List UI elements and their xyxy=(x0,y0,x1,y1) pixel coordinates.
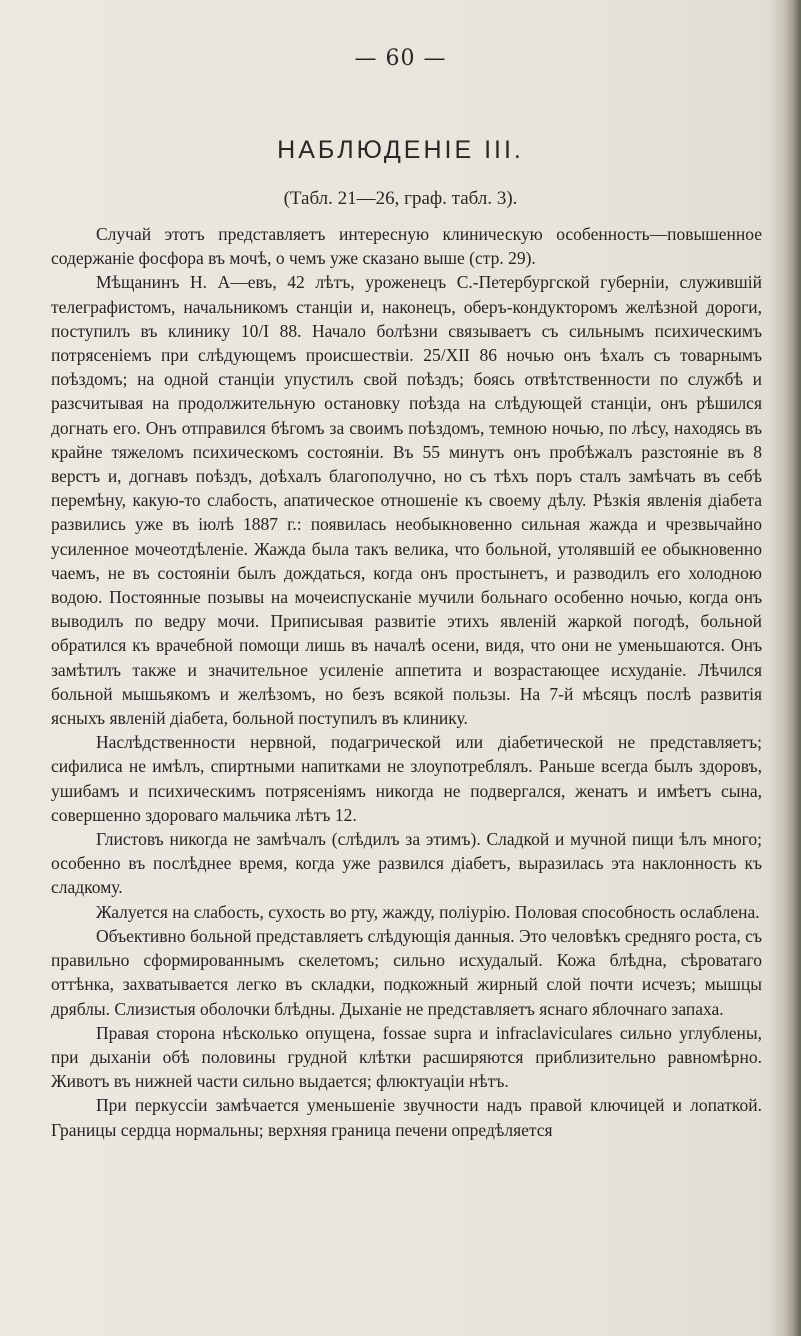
paragraph: Правая сторона нѣсколько опущена, fossae supra и infraclaviculares сильно углублены, при дыханіи обѣ половины грудной клѣтки расширяются приблизительно равномѣрно. Животъ въ нижней части сильно выдается; флюктуаціи нѣтъ. xyxy=(51,1022,762,1092)
paragraph: Случай этотъ представляетъ интересную клиническую особенность—повышенное содержаніе фосфора въ мочѣ, о чемъ уже сказано выше (стр. 29). xyxy=(51,224,762,269)
paragraph: Жалуется на слабость, сухость во рту, жажду, поліурію. Половая способность ослаблена. xyxy=(96,901,760,922)
paragraph: Наслѣдственности нервной, подагрической или діабетической не представляетъ; сифилиса не имѣлъ, спиртными напитками не злоупотреблялъ. Раньше всегда былъ здоровъ, ушибамъ и психическимъ потрясеніямъ никогда не подвергался, женатъ и имѣетъ сына, совершенно здороваго мальчика лѣтъ 12. xyxy=(51,732,762,825)
body-text xyxy=(51,222,762,1142)
table-reference: (Табл. 21—26, граф. табл. 3). xyxy=(283,188,518,209)
section-title: НАБЛЮДЕНІЕ III. xyxy=(277,136,524,164)
paragraph: При перкуссіи замѣчается уменьшеніе звучности надъ правой ключицей и лопаткой. Границы сердца нормальны; верхняя граница печени опредѣляется xyxy=(51,1095,762,1140)
page-number: — 60 — xyxy=(354,46,447,71)
paragraph: Объективно больной представляетъ слѣдующія данныя. Это человѣкъ средняго роста, съ правильно сформированнымъ скелетомъ; сильно исхудалый. Кожа блѣдна, сѣроватаго оттѣнка, захватывается легко въ складки, подкожный жирный слой почти исчезъ; мышцы дряблы. Слизистыя оболочки блѣдны. Дыханіе не представляетъ яснаго яблочнаго запаха. xyxy=(51,925,762,1019)
paragraph: Мѣщанинъ Н. А—евъ, 42 лѣтъ, уроженецъ С.-Петербургской губерніи, служившій телеграфистомъ, начальникомъ станціи и, наконецъ, оберъ-кондукторомъ желѣзной дороги, поступилъ въ клинику 10/I 88. Начало болѣзни связываетъ съ сильнымъ психическимъ потрясеніемъ при слѣдующемъ происшествіи. 25/XII 86 ночью онъ ѣхалъ съ товарнымъ поѣздомъ; на одной станціи упустилъ свой поѣздъ; боясь отвѣтственности по службѣ и разсчитывая на продолжительную остановку поѣзда на слѣдующей станціи, онъ рѣшился догнать его. Онъ отправился бѣгомъ за своимъ поѣздомъ, темною ночью, по лѣсу, находясь въ крайне тяжеломъ психическомъ состояніи. Въ 55 минутъ онъ пробѣжалъ разстояніе въ 8 верстъ и, догнавъ поѣздъ, доѣхалъ благополучно, но съ тѣхъ поръ сталъ замѣчать въ себѣ перемѣну, какую-то слабость, апатическое отношеніе къ своему дѣлу. Рѣзкія явленія діабета развились уже въ іюлѣ 1887 г.: появилась необыкновенно сильная жажда и чрезвычайно усиленное мочеотдѣленіе. Жажда была такъ велика, что больной, утолявшій ее обыкновенно чаемъ, не въ состояніи былъ дождаться, когда онъ простынетъ, и разводилъ его холодною водою. Постоянные позывы на мочеиспусканіе мучили больнаго особенно ночью, когда онъ выводилъ по ведру мочи. Приписывая развитіе этихъ явленій жаркой погодѣ, больной обратился къ врачебной помощи лишь въ началѣ осени, видя, что они не уменьшаются. Онъ замѣтилъ также и значительное усиленіе аппетита и возрастающее исхуданіе. Лѣчился больной мышьякомъ и желѣзомъ, но безъ всякой пользы. На 7-й мѣсяцъ послѣ развитія ясныхъ явленій діабета, больной поступилъ въ клинику. xyxy=(51,272,762,729)
paragraph: Глистовъ никогда не замѣчалъ (слѣдилъ за этимъ). Сладкой и мучной пищи ѣлъ много; особенно въ послѣднее время, когда уже развился діабетъ, выразилась эта наклонность къ сладкому. xyxy=(51,829,762,898)
